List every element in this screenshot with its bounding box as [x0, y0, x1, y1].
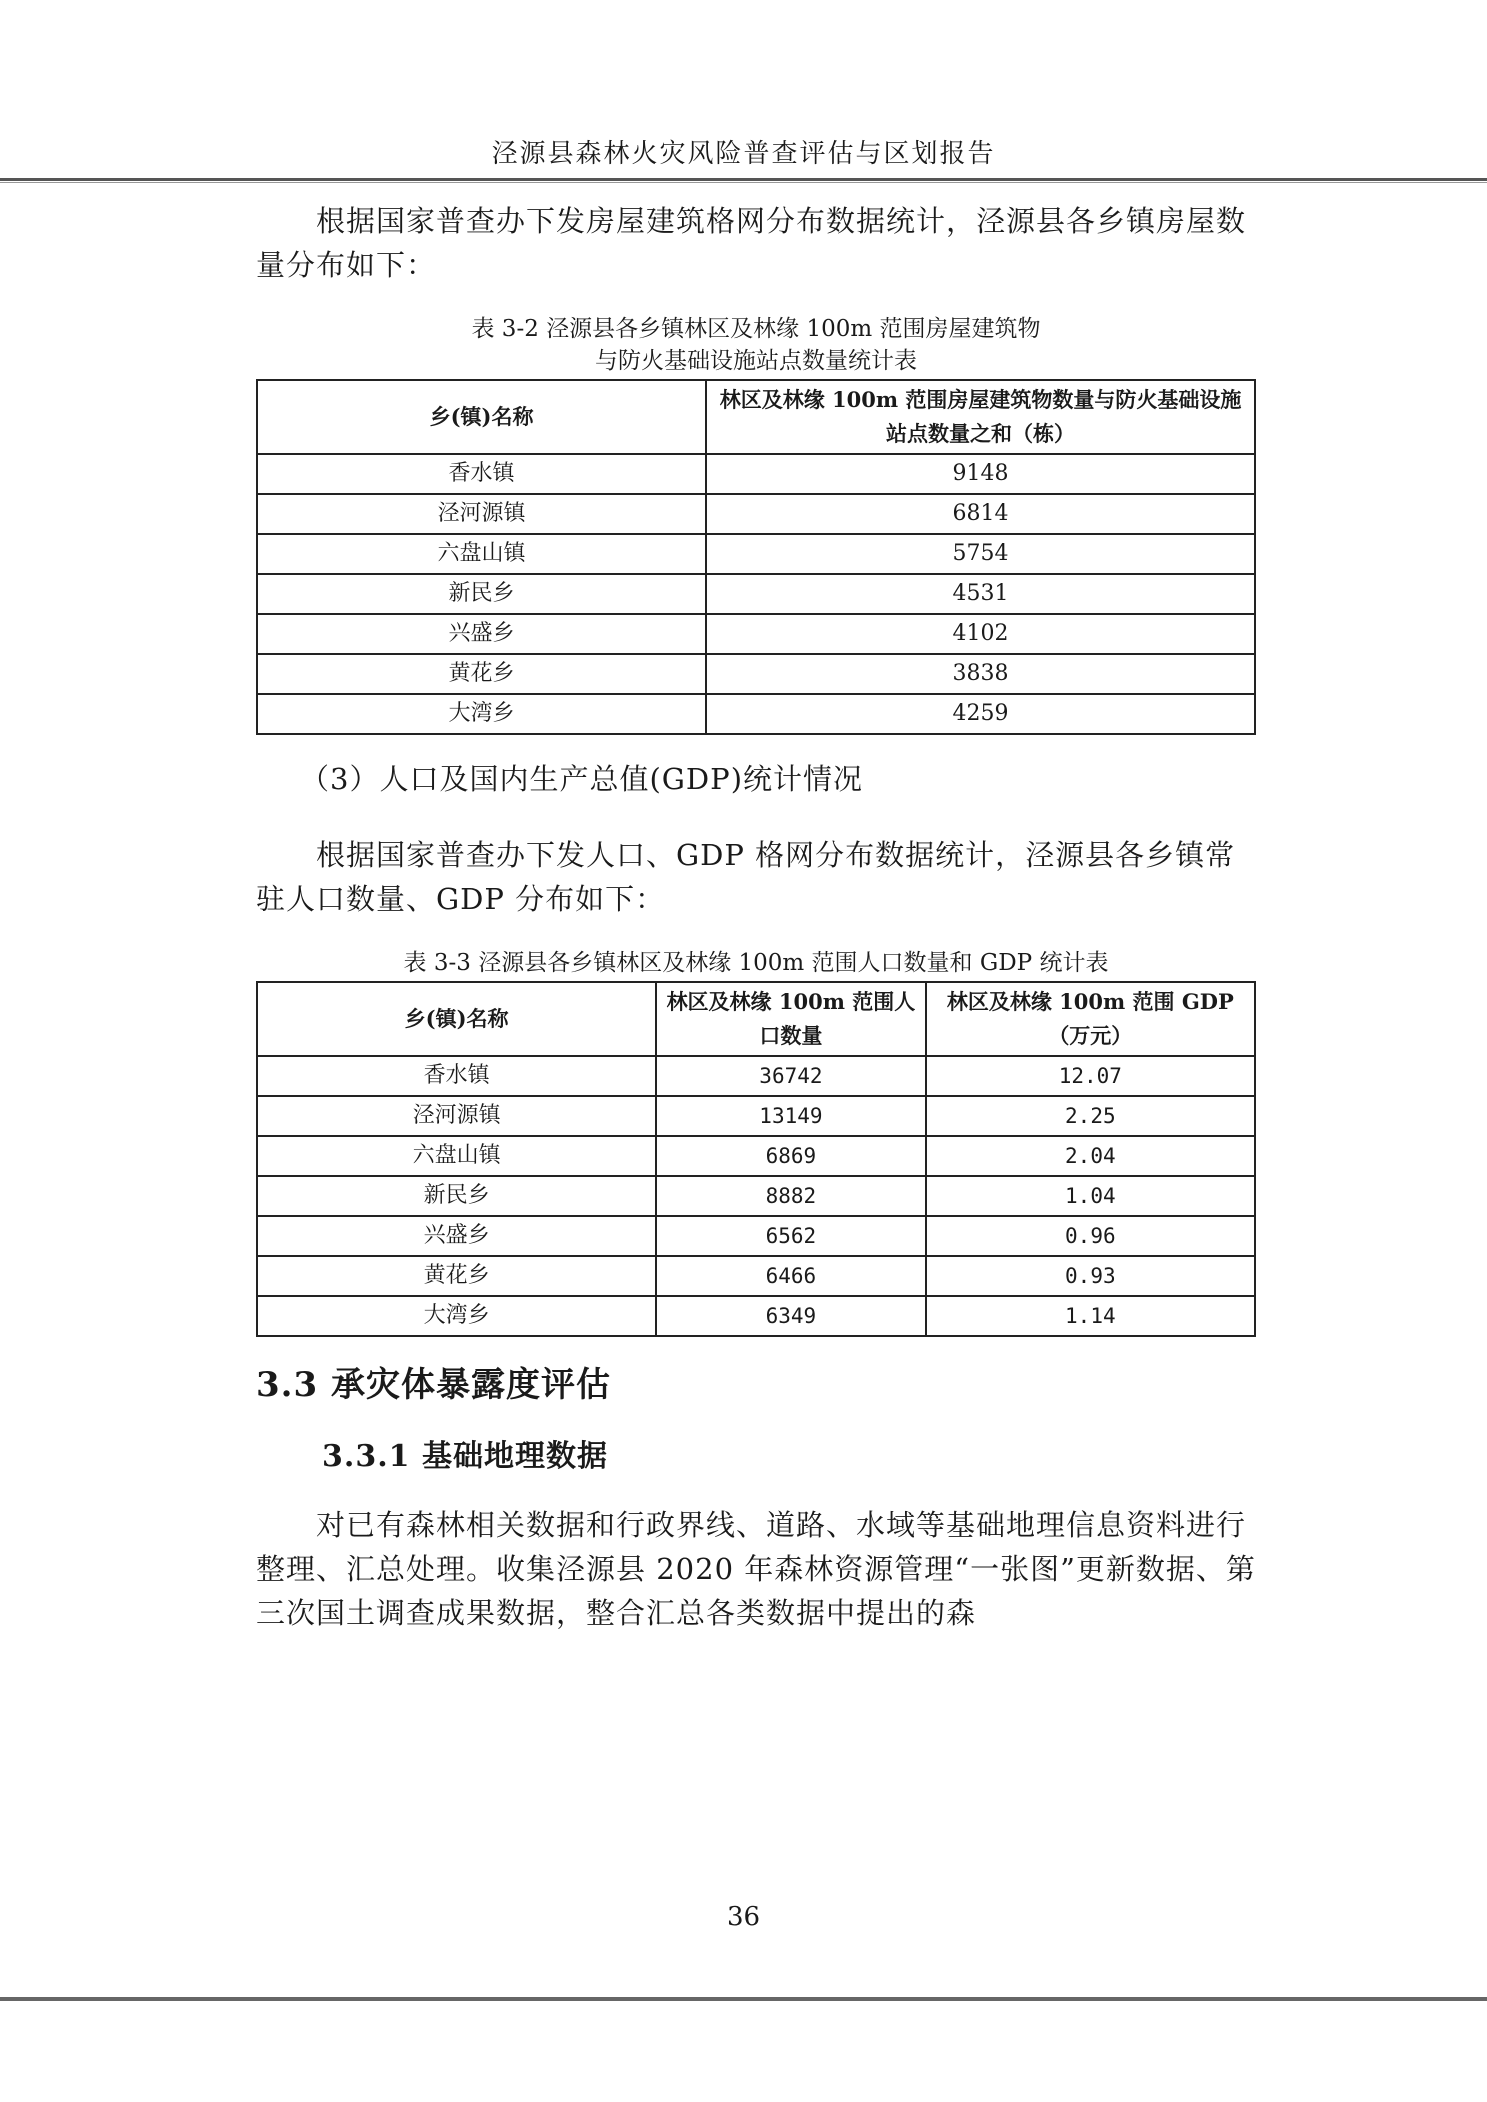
page-footer: [0, 1900, 1487, 1934]
table-header-row: [257, 982, 1255, 1056]
table-row: [257, 1056, 1255, 1096]
cell-population: 13149: [656, 1096, 925, 1136]
cell-value: 9148: [706, 454, 1255, 494]
running-header: 泾源县森林火灾风险普查评估与区划报告: [491, 139, 996, 169]
cell-value: 6814: [706, 494, 1255, 534]
table-3-3-caption-block: [256, 937, 1256, 979]
cell-value: 3838: [706, 654, 1255, 694]
table-3-3: [256, 981, 1256, 1337]
section-3-heading: （3）人口及国内生产总值(GDP)统计情况: [300, 762, 864, 796]
table-row: [257, 694, 1255, 734]
header-rule: [0, 178, 1487, 181]
cell-population: 6562: [656, 1216, 925, 1256]
section-3-line-1: 根据国家普查办下发人口、GDP 格网分布数据统计，泾源县各乡: [316, 838, 1176, 872]
cell-name: 大湾乡: [257, 694, 706, 734]
cell-name: 香水镇: [257, 1056, 656, 1096]
cell-value: 4259: [706, 694, 1255, 734]
footer-rule: [0, 1997, 1487, 2001]
header-gdp: 林区及林缘 100m 范围 GDP（万元）: [926, 982, 1255, 1056]
page-number: 36: [726, 1902, 761, 1932]
cell-value: 4531: [706, 574, 1255, 614]
table-row: [257, 454, 1255, 494]
table-row: [257, 534, 1255, 574]
cell-population: 6869: [656, 1136, 925, 1176]
table-row: [257, 1296, 1255, 1336]
table-row: [257, 1176, 1255, 1216]
cell-name: 泾河源镇: [257, 1096, 656, 1136]
cell-population: 8882: [656, 1176, 925, 1216]
header-count: 林区及林缘 100m 范围房屋建筑物数量与防火基础设施站点数量之和（栋）: [706, 380, 1255, 454]
cell-gdp: 0.96: [926, 1216, 1255, 1256]
section-3-3-1-heading: 3.3.1 基础地理数据: [322, 1439, 608, 1474]
section-3-3-heading: 3.3 承灾体暴露度评估: [256, 1365, 611, 1405]
cell-gdp: 0.93: [926, 1256, 1255, 1296]
cell-population: 6466: [656, 1256, 925, 1296]
cell-value: 4102: [706, 614, 1255, 654]
table-3-2-caption-line-2: 与防火基础设施站点数量统计表: [595, 348, 917, 374]
table-header-row: [257, 380, 1255, 454]
cell-name: 黄花乡: [257, 1256, 656, 1296]
header-name: 乡(镇)名称: [257, 380, 706, 454]
cell-gdp: 2.04: [926, 1136, 1255, 1176]
table-3-2-caption-line-1: 表 3-2 泾源县各乡镇林区及林缘 100m 范围房屋建筑物: [471, 316, 1041, 342]
cell-population: 36742: [656, 1056, 925, 1096]
section-3-3-1-line-2: 料进行整理、汇总处理。收集泾源县 2020 年森林资源管理“一张图”: [256, 1508, 1247, 1586]
table-3-2-caption: [256, 303, 1256, 377]
table-row: [257, 614, 1255, 654]
table-row: [257, 1256, 1255, 1296]
cell-name: 香水镇: [257, 454, 706, 494]
cell-name: 大湾乡: [257, 1296, 656, 1336]
cell-gdp: 2.25: [926, 1096, 1255, 1136]
cell-name: 新民乡: [257, 1176, 656, 1216]
cell-population: 6349: [656, 1296, 925, 1336]
cell-gdp: 12.07: [926, 1056, 1255, 1096]
section-3-3-1-line-1: 对已有森林相关数据和行政界线、道路、水域等基础地理信息资: [316, 1508, 1157, 1542]
cell-name: 兴盛乡: [257, 614, 706, 654]
table-row: [257, 1136, 1255, 1176]
header-name: 乡(镇)名称: [257, 982, 656, 1056]
table-3-2: [256, 379, 1256, 735]
section-3-3-1-paragraph: [256, 1487, 1256, 1651]
table-row: [257, 574, 1255, 614]
cell-name: 六盘山镇: [257, 534, 706, 574]
section-3-line-2: 镇常驻人口数量、GDP 分布如下：: [256, 838, 1236, 916]
cell-name: 六盘山镇: [257, 1136, 656, 1176]
cell-name: 兴盛乡: [257, 1216, 656, 1256]
table-row: [257, 1216, 1255, 1256]
section-3-paragraph: [256, 817, 1256, 937]
header-population: 林区及林缘 100m 范围人口数量: [656, 982, 925, 1056]
cell-gdp: 1.14: [926, 1296, 1255, 1336]
cell-value: 5754: [706, 534, 1255, 574]
cell-name: 黄花乡: [257, 654, 706, 694]
table-3-3-caption: 表 3-3 泾源县各乡镇林区及林缘 100m 范围人口数量和 GDP 统计表: [403, 950, 1109, 976]
cell-name: 新民乡: [257, 574, 706, 614]
intro-line-2: 房屋数量分布如下：: [256, 204, 1247, 282]
table-row: [257, 1096, 1255, 1136]
section-3-3-1-line-3: 更新数据、第三次国土调查成果数据，整合汇总各类数据中提出的森: [256, 1552, 1256, 1630]
table-row: [257, 654, 1255, 694]
cell-gdp: 1.04: [926, 1176, 1255, 1216]
table-row: [257, 494, 1255, 534]
cell-name: 泾河源镇: [257, 494, 706, 534]
intro-paragraph: [256, 183, 1256, 303]
intro-line-1: 根据国家普查办下发房屋建筑格网分布数据统计，泾源县各乡镇: [316, 204, 1157, 238]
page-body: [256, 183, 1256, 1651]
